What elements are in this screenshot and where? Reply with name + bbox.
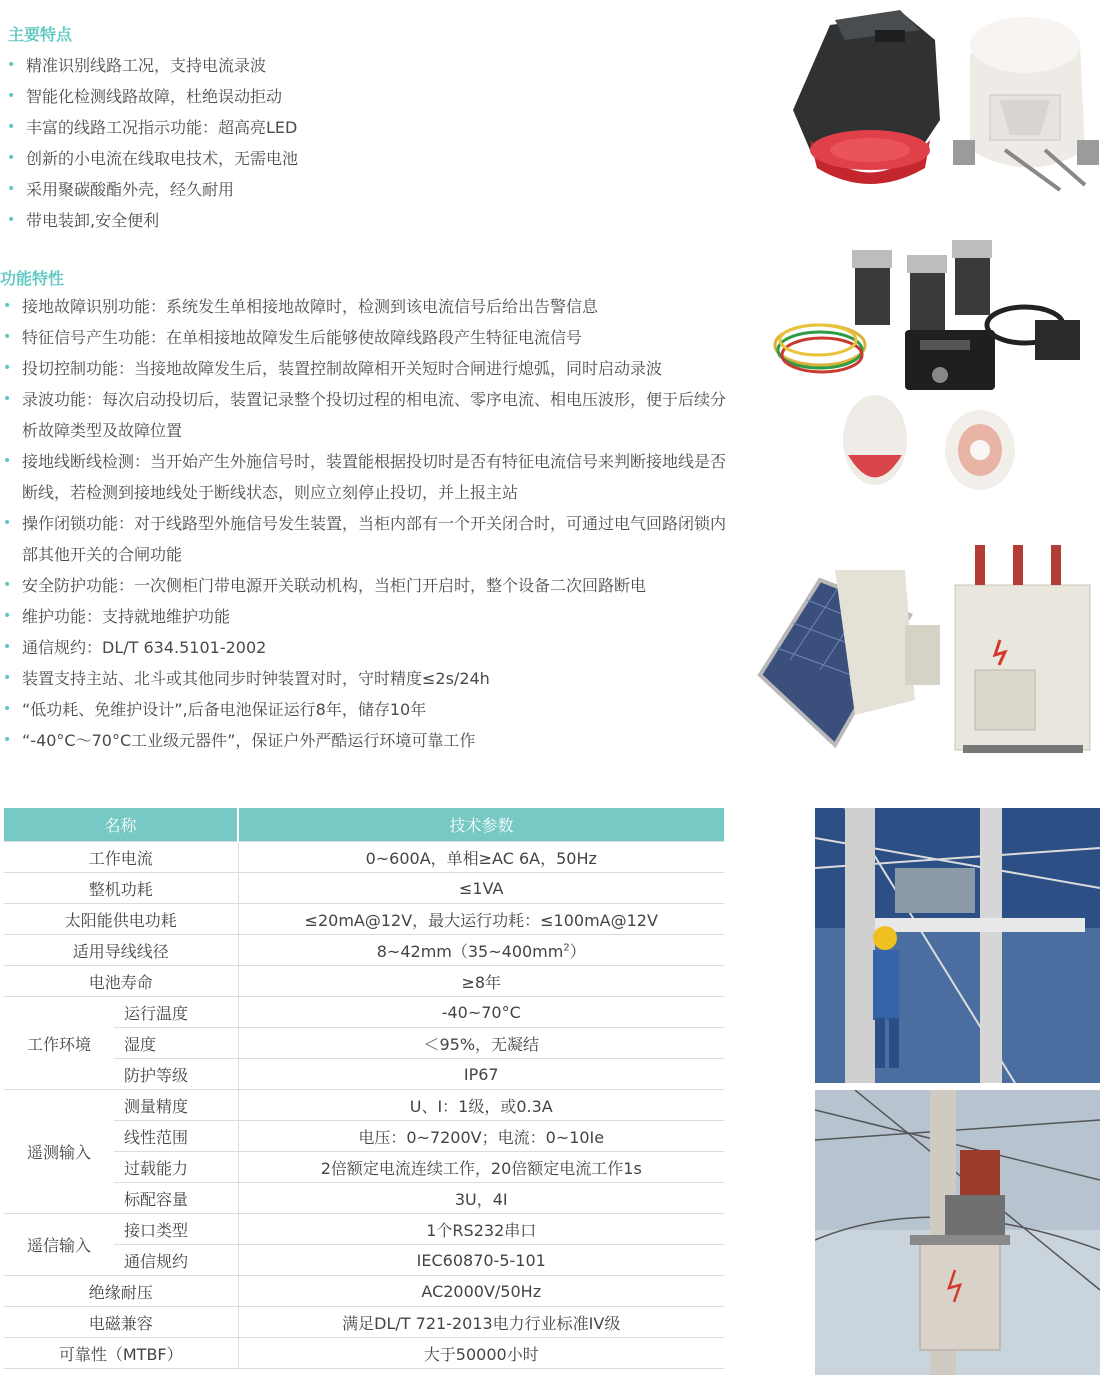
table-header-params: 技术参数: [238, 808, 724, 842]
row-value: ≤20mA@12V，最大运行功耗：≤100mA@12V: [238, 904, 724, 935]
solar-cabinet-image: [755, 540, 1100, 780]
functions-title: 功能特性: [0, 269, 65, 288]
list-item: • 特征信号产生功能：在单相接地故障发生后能够使故障线路段产生特征电流信号: [0, 322, 740, 353]
row-name: 整机功耗: [4, 873, 238, 904]
row-name: 太阳能供电功耗: [4, 904, 238, 935]
row-value: 3U，4I: [238, 1183, 724, 1214]
list-item: • 采用聚碳酸酯外壳，经久耐用: [4, 174, 724, 205]
table-row: [4, 935, 724, 966]
row-value: 1个RS232串口: [238, 1214, 724, 1245]
list-item: • “低功耗、免维护设计”,后备电池保证运行8年，储存10年: [0, 694, 740, 725]
row-name: 标配容量: [114, 1183, 238, 1214]
row-name: 电池寿命: [4, 966, 238, 997]
table-row: [4, 842, 724, 873]
list-item: • “-40°C～70°C工业级元器件”，保证户外严酷运行环境可靠工作: [0, 725, 740, 756]
row-name: 电磁兼容: [4, 1307, 238, 1338]
list-item: • 接地线断线检测：当开始产生外施信号时，装置能根据投切时是否有特征电流信号来判断接地线是否断线，若检测到接地线处于断线状态，则应立刻停止投切，并上报主站: [0, 446, 740, 508]
fault-indicator-image: [785, 0, 1100, 225]
table-header-row: [4, 808, 724, 842]
row-value: 2倍额定电流连续工作，20倍额定电流工作1s: [238, 1152, 724, 1183]
list-item: • 投切控制功能：当接地故障发生后，装置控制故障相开关短时合闸进行熄弧，同时启动录波: [0, 353, 740, 384]
table-row: [4, 1307, 724, 1338]
list-item: • 录波功能：每次启动投切后，装置记录整个投切过程的相电流、零序电流、相电压波形，便于后续分析故障类型及故障位置: [0, 384, 740, 446]
list-item: • 安全防护功能：一次侧柜门带电源开关联动机构，当柜门开启时，整个设备二次回路断电: [0, 570, 740, 601]
row-name: 接口类型: [114, 1214, 238, 1245]
row-value: 电压：0~7200V；电流：0~10Ie: [238, 1121, 724, 1152]
row-value: U、I：1级，或0.3A: [238, 1090, 724, 1121]
row-value: 0~600A，单相≥AC 6A，50Hz: [238, 842, 724, 873]
row-value: IP67: [238, 1059, 724, 1090]
table-row: [4, 1090, 724, 1121]
pole-cabinet-photo: [815, 1090, 1100, 1375]
list-item: • 装置支持主站、北斗或其他同步时钟装置对时，守时精度≤2s/24h: [0, 663, 740, 694]
row-name: 可靠性（MTBF）: [4, 1338, 238, 1369]
wire-range-text: 8~42mm（35~400mm: [376, 941, 564, 961]
table-row: [4, 1338, 724, 1369]
list-item: • 操作闭锁功能：对于线路型外施信号发生装置，当柜内部有一个开关闭合时，可通过电气回路闭锁内部其他开关的合闸功能: [0, 508, 740, 570]
row-name: 绝缘耐压: [4, 1276, 238, 1307]
indicator-kit-image: [770, 235, 1090, 495]
features-title: 主要特点: [8, 25, 73, 44]
wire-range-sup: 2: [563, 942, 570, 954]
row-value: 大于50000小时: [238, 1338, 724, 1369]
list-item: • 智能化检测线路故障，杜绝误动拒动: [4, 81, 724, 112]
group-remote-signal: 遥信输入: [4, 1214, 114, 1276]
row-name: 适用导线线径: [4, 935, 238, 966]
list-item: • 带电装卸,安全便利: [4, 205, 724, 236]
row-value: ＜95%，无凝结: [238, 1028, 724, 1059]
features-list: [4, 50, 724, 236]
list-item: • 维护功能：支持就地维护功能: [0, 601, 740, 632]
row-value: IEC60870-5-101: [238, 1245, 724, 1276]
row-name: 过载能力: [114, 1152, 238, 1183]
table-row: [4, 997, 724, 1028]
functions-list: [0, 291, 740, 756]
row-name: 防护等级: [114, 1059, 238, 1090]
wire-range-tail: ）: [569, 941, 586, 961]
row-value: -40~70°C: [238, 997, 724, 1028]
table-row: [4, 1276, 724, 1307]
table-row: [4, 966, 724, 997]
spec-table: [4, 808, 724, 1369]
list-item: • 丰富的线路工况指示功能：超高亮LED: [4, 112, 724, 143]
list-item: • 接地故障识别功能：系统发生单相接地故障时，检测到该电流信号后给出告警信息: [0, 291, 740, 322]
row-value: [238, 935, 724, 966]
list-item: • 创新的小电流在线取电技术，无需电池: [4, 143, 724, 174]
row-name: 通信规约: [114, 1245, 238, 1276]
row-name: 测量精度: [114, 1090, 238, 1121]
row-name: 工作电流: [4, 842, 238, 873]
table-row: [4, 904, 724, 935]
list-item: • 精准识别线路工况，支持电流录波: [4, 50, 724, 81]
table-row: [4, 1214, 724, 1245]
table-row: [4, 873, 724, 904]
row-name: 湿度: [114, 1028, 238, 1059]
group-telemetry: 遥测输入: [4, 1090, 114, 1214]
row-value: 满足DL/T 721-2013电力行业标准IV级: [238, 1307, 724, 1338]
group-environment: 工作环境: [4, 997, 114, 1090]
row-value: ≥8年: [238, 966, 724, 997]
row-name: 线性范围: [114, 1121, 238, 1152]
pole-worker-photo: [815, 808, 1100, 1083]
row-name: 运行温度: [114, 997, 238, 1028]
row-value: AC2000V/50Hz: [238, 1276, 724, 1307]
list-item: • 通信规约：DL/T 634.5101-2002: [0, 632, 740, 663]
row-value: ≤1VA: [238, 873, 724, 904]
table-header-name: 名称: [4, 808, 238, 842]
